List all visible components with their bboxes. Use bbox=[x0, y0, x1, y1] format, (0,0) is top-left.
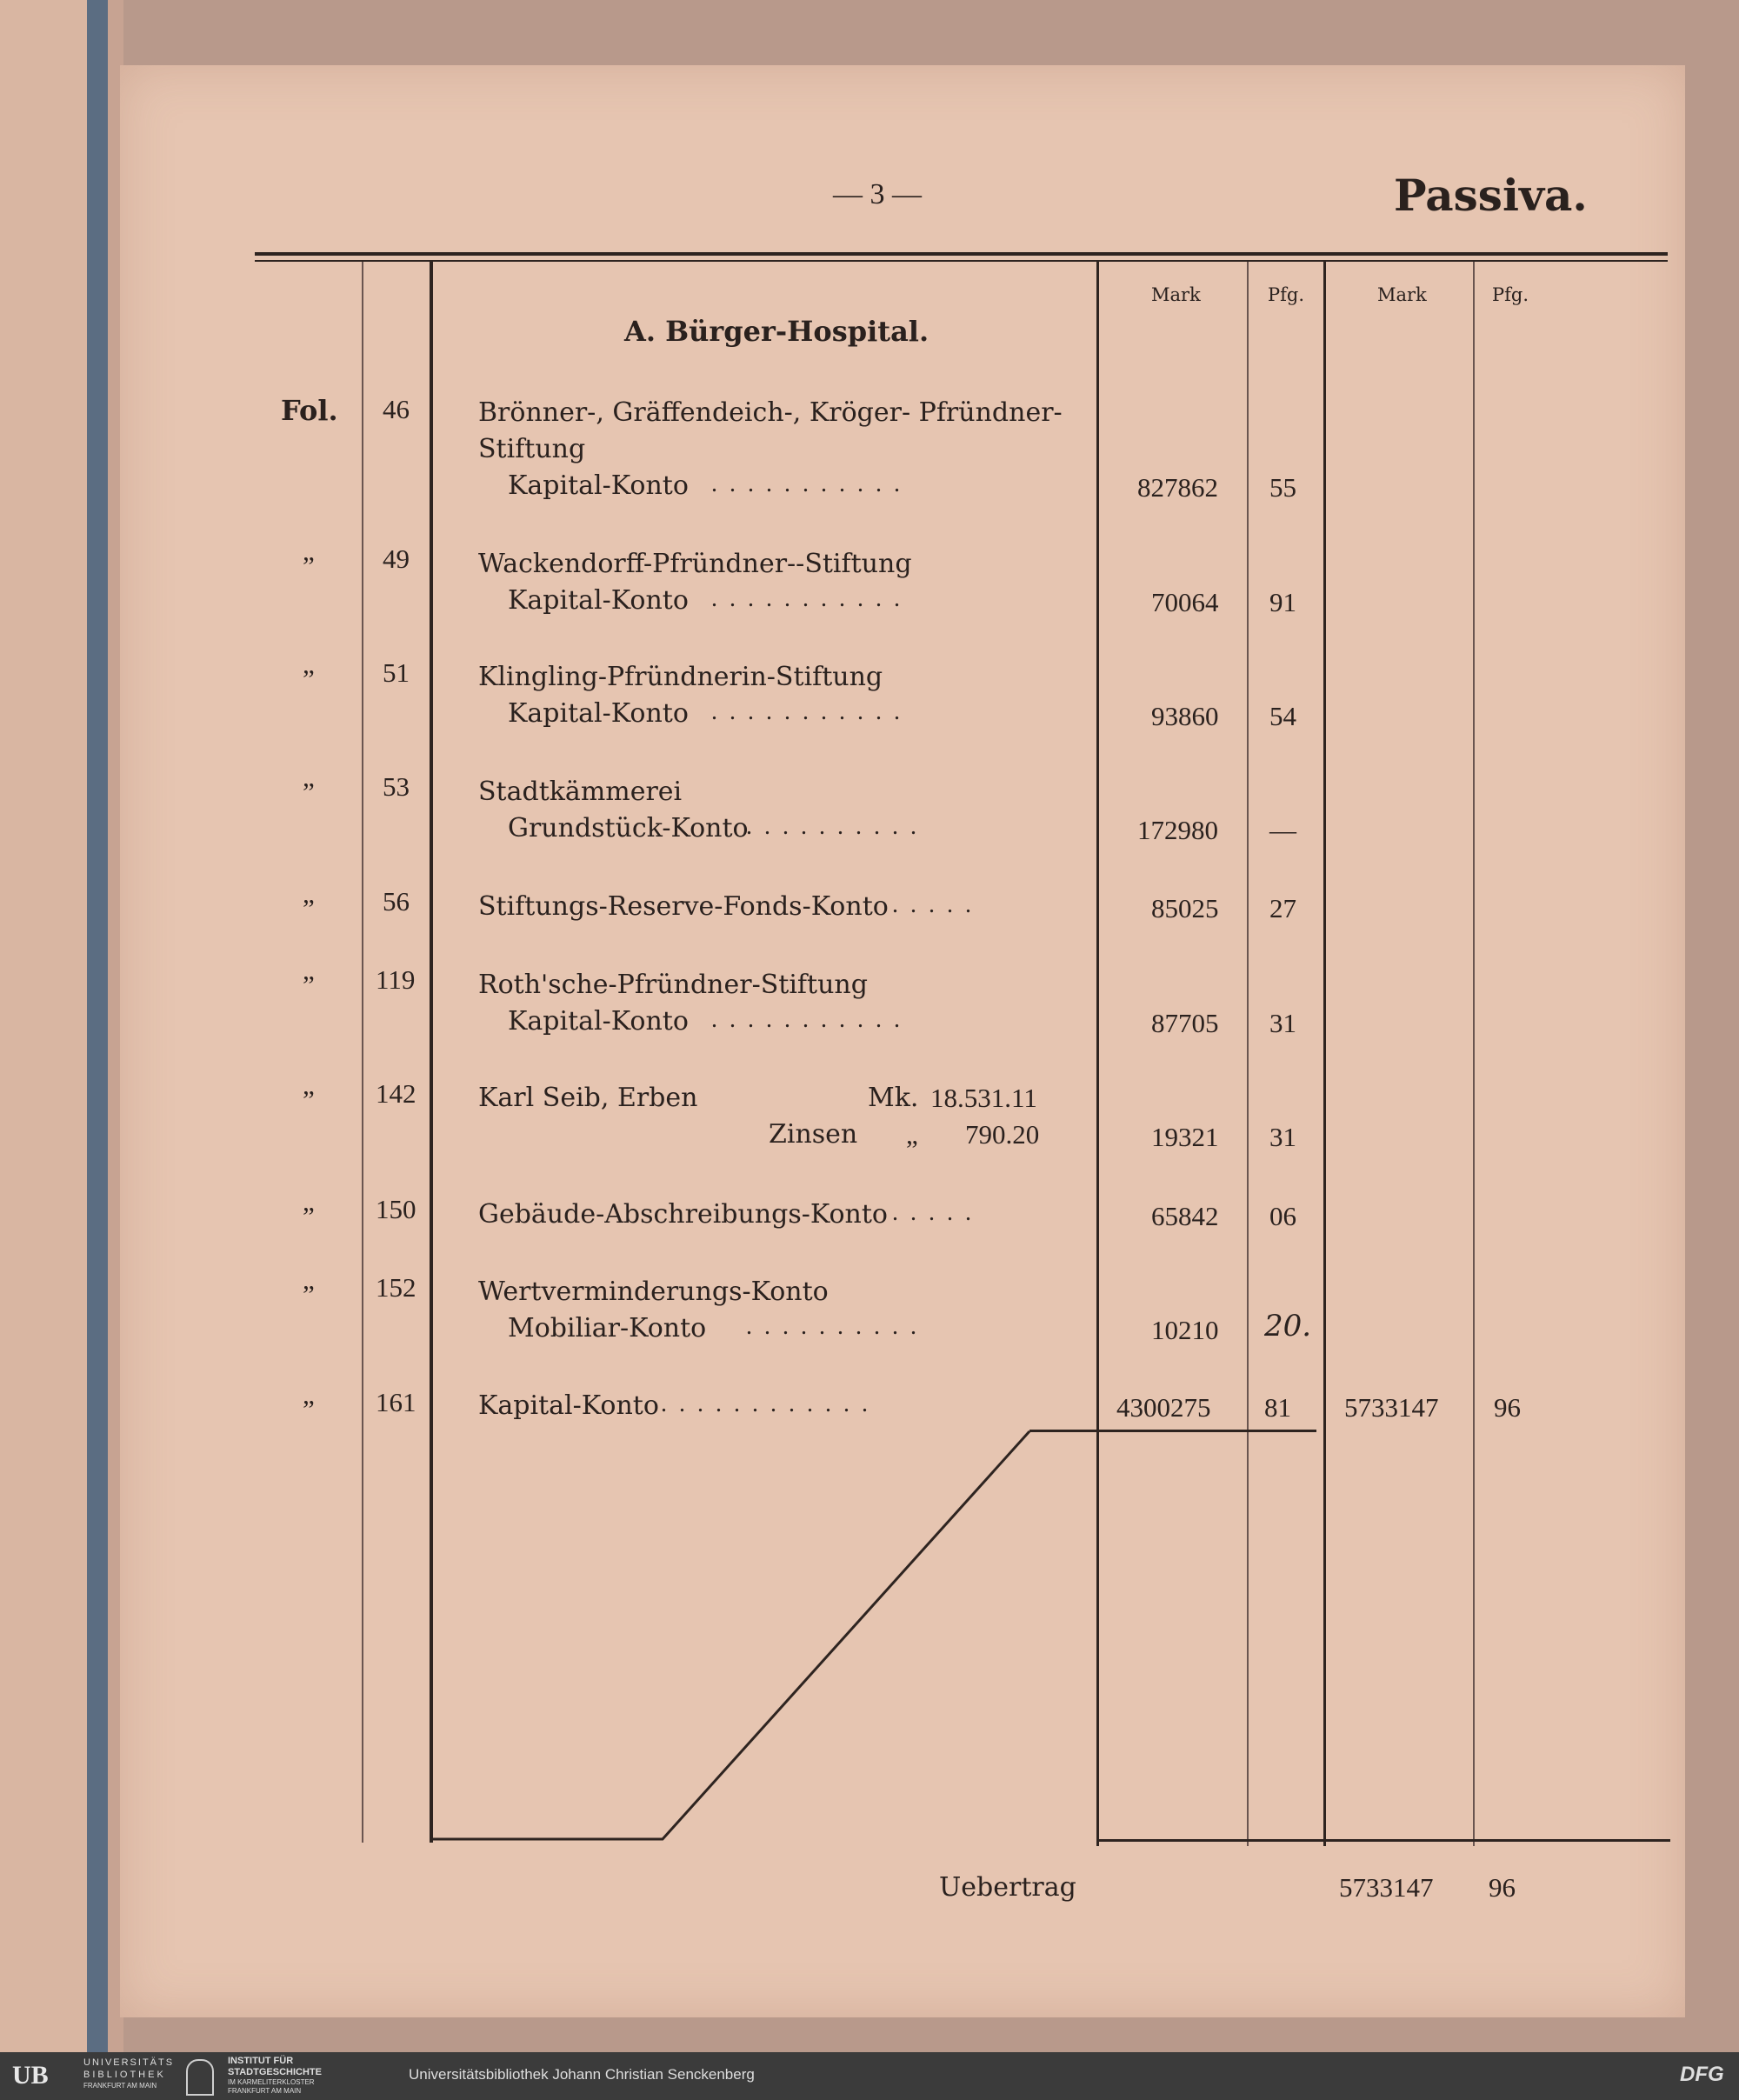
fol-number: 56 bbox=[383, 886, 410, 917]
pfg-value: 55 bbox=[1269, 472, 1296, 503]
ditto-mark: ” bbox=[303, 970, 315, 1000]
pfg1-column-rule bbox=[1247, 262, 1249, 1846]
carry-pfg: 96 bbox=[1489, 1872, 1516, 1903]
ditto-mark: ” bbox=[303, 663, 315, 694]
top-rule-thin bbox=[255, 260, 1668, 262]
entry-line: Roth'sche-Pfründner-Stiftung bbox=[478, 970, 868, 1000]
mark-value: 93860 bbox=[1151, 701, 1219, 731]
pfg2-column-rule bbox=[1473, 262, 1475, 1846]
pfg-value: 31 bbox=[1269, 1008, 1296, 1038]
ub-line-2: BIBLIOTHEK bbox=[83, 2070, 166, 2080]
pfg-value: 31 bbox=[1269, 1122, 1296, 1152]
mark-value: 85025 bbox=[1151, 893, 1219, 923]
mark-value: 172980 bbox=[1137, 815, 1218, 845]
entry-line: Kapital-Konto bbox=[508, 1006, 689, 1037]
carry-label: Uebertrag bbox=[939, 1872, 1076, 1903]
entry-line: Stiftung bbox=[478, 434, 586, 464]
entry-line: Kapital-Konto bbox=[508, 470, 689, 501]
mark-value: 827862 bbox=[1137, 472, 1218, 503]
header-pfg-1: Pfg. bbox=[1268, 284, 1305, 305]
entry-line: Kapital-Konto bbox=[478, 1390, 659, 1421]
isg-line-3: IM KARMELITERKLOSTER bbox=[228, 2078, 315, 2086]
zinsen-value: 790.20 bbox=[965, 1119, 1040, 1150]
total-pfg-value: 96 bbox=[1494, 1392, 1521, 1423]
leader-dots: ............ bbox=[661, 1390, 880, 1417]
top-rule bbox=[255, 252, 1668, 256]
leader-dots: ........... bbox=[711, 470, 912, 497]
pfg-value: 81 bbox=[1264, 1392, 1291, 1423]
entry-line: Gebäude-Abschreibungs-Konto bbox=[478, 1199, 888, 1230]
fol-number: 119 bbox=[376, 964, 416, 995]
isg-line-2: STADTGESCHICHTE bbox=[228, 2067, 322, 2077]
footer-bar bbox=[0, 2052, 1739, 2100]
isg-logo-icon bbox=[186, 2059, 214, 2096]
page-number: — 3 — bbox=[833, 178, 922, 210]
entry-line: Stadtkämmerei bbox=[478, 777, 683, 807]
carry-rule bbox=[1096, 1839, 1670, 1842]
header-mark-1: Mark bbox=[1151, 284, 1201, 305]
pfg-value: 91 bbox=[1269, 587, 1296, 617]
leader-dots: .......... bbox=[746, 813, 929, 840]
ditto-mark: ” bbox=[303, 893, 315, 923]
mark2-column-rule bbox=[1323, 262, 1326, 1846]
entry-line: Wackendorff-Pfründner--Stiftung bbox=[478, 549, 912, 579]
leader-dots: .......... bbox=[746, 1313, 929, 1340]
header-pfg-2: Pfg. bbox=[1492, 284, 1529, 305]
fol-number: 150 bbox=[376, 1194, 416, 1224]
entry-line: Karl Seib, Erben bbox=[478, 1083, 698, 1113]
entry-line: Brönner-, Gräffendeich-, Kröger- Pfründner- bbox=[478, 397, 1063, 428]
fol-label: Fol. bbox=[281, 394, 338, 427]
mark-value: 87705 bbox=[1151, 1008, 1219, 1038]
entry-line: Grundstück-Konto bbox=[508, 813, 749, 843]
isg-line-1: INSTITUT FÜR bbox=[228, 2056, 294, 2066]
mark-value: 70064 bbox=[1151, 587, 1219, 617]
ditto-mark: ” bbox=[303, 1394, 315, 1424]
mark-value: 19321 bbox=[1151, 1122, 1219, 1152]
leader-dots: ........... bbox=[711, 1006, 912, 1033]
mark-value: 10210 bbox=[1151, 1315, 1219, 1345]
document-page bbox=[120, 65, 1685, 2017]
isg-line-4: FRANKFURT AM MAIN bbox=[228, 2087, 302, 2095]
ub-line-1: UNIVERSITÄTS bbox=[83, 2057, 175, 2068]
fol-number: 161 bbox=[376, 1387, 416, 1417]
pfg-value: 06 bbox=[1269, 1201, 1296, 1231]
pfg-value: 27 bbox=[1269, 893, 1296, 923]
entry-line: Wertverminderungs-Konto bbox=[478, 1277, 829, 1307]
ditto-mark: ” bbox=[303, 1201, 315, 1231]
fol-number: 51 bbox=[383, 657, 410, 688]
fol-column-rule bbox=[362, 262, 363, 1843]
section-title: A. Bürger-Hospital. bbox=[624, 315, 929, 348]
binding-strip bbox=[87, 0, 108, 2052]
mark-value: 65842 bbox=[1151, 1201, 1219, 1231]
fol-number: 46 bbox=[383, 394, 410, 424]
header-mark-2: Mark bbox=[1377, 284, 1427, 305]
zinsen-ditto: „ bbox=[906, 1119, 918, 1150]
total-mark-value: 5733147 bbox=[1344, 1392, 1439, 1423]
mark-value: 4300275 bbox=[1116, 1392, 1211, 1423]
pfg-value: 54 bbox=[1269, 701, 1296, 731]
ditto-mark: ” bbox=[303, 1279, 315, 1310]
ub-logo: UB bbox=[12, 2061, 49, 2090]
pfg-value: — bbox=[1269, 815, 1296, 845]
ditto-mark: ” bbox=[303, 1084, 315, 1115]
leader-dots: ........... bbox=[711, 585, 912, 612]
ub-line-3: FRANKFURT AM MAIN bbox=[83, 2082, 157, 2090]
side-title: Passiva. bbox=[1394, 170, 1588, 221]
cancellation-stroke bbox=[430, 1427, 1038, 1844]
fol-number: 152 bbox=[376, 1272, 416, 1303]
ditto-mark: ” bbox=[303, 550, 315, 581]
leader-dots: ..... bbox=[892, 891, 983, 918]
entry-line: Stiftungs-Reserve-Fonds-Konto bbox=[478, 891, 889, 922]
mk-value: 18.531.11 bbox=[930, 1083, 1037, 1113]
fol-number: 142 bbox=[376, 1078, 416, 1109]
entry-line: Zinsen bbox=[769, 1119, 858, 1150]
mark1-column-rule bbox=[1096, 262, 1099, 1846]
entry-line: Kapital-Konto bbox=[508, 585, 689, 616]
mk-label: Mk. bbox=[868, 1083, 919, 1113]
entry-line: Kapital-Konto bbox=[508, 698, 689, 729]
fol-number: 53 bbox=[383, 771, 410, 802]
leader-dots: ..... bbox=[892, 1199, 983, 1226]
sum-rule bbox=[1029, 1430, 1316, 1432]
entry-line: Klingling-Pfründnerin-Stiftung bbox=[478, 662, 883, 692]
leader-dots: ........... bbox=[711, 698, 912, 725]
ditto-mark: ” bbox=[303, 777, 315, 807]
pfg-value-handwritten: 20. bbox=[1264, 1309, 1312, 1343]
carry-mark: 5733147 bbox=[1339, 1872, 1434, 1903]
dfg-logo: DFG bbox=[1680, 2063, 1724, 2086]
fol-number: 49 bbox=[383, 543, 410, 574]
entry-line: Mobiliar-Konto bbox=[508, 1313, 707, 1343]
library-name-link[interactable]: Universitätsbibliothek Johann Christian Senckenberg bbox=[409, 2066, 755, 2083]
